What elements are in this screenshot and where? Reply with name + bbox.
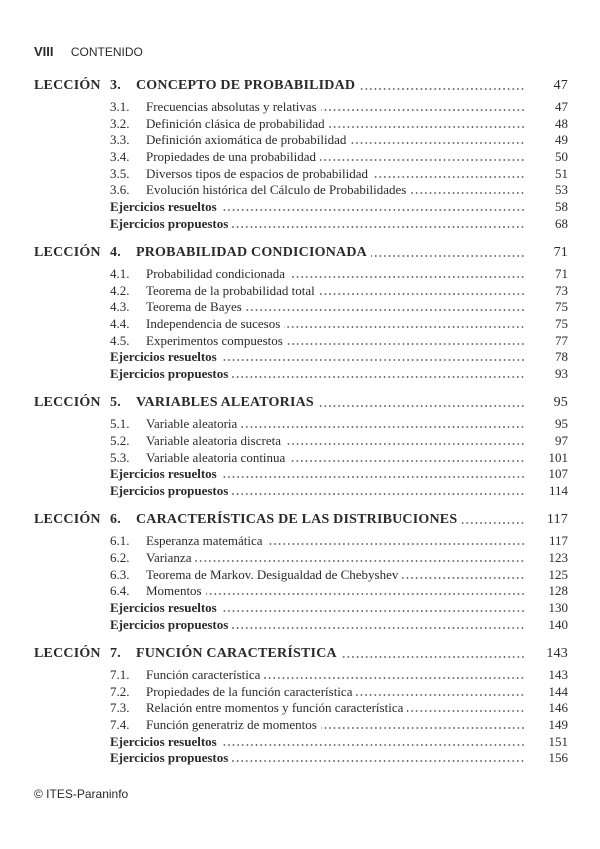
entry-title-container: [110, 617, 525, 633]
entry-number: 4.1.: [110, 266, 130, 281]
leader-line: [136, 646, 525, 662]
entry-title-container: [146, 550, 525, 566]
dot-leader: [356, 694, 525, 696]
entry-title: Diversos tipos de espacios de probabilidad: [146, 166, 372, 182]
page-number-ref: 123: [548, 549, 568, 565]
page-number-ref: 117: [546, 512, 568, 528]
table-of-contents: [0, 78, 600, 780]
entry-title-container: [110, 366, 525, 382]
dot-leader: [232, 376, 525, 378]
page-number-ref: 49: [555, 132, 568, 148]
entry-title-container: [146, 533, 525, 549]
leader-line: [110, 617, 525, 633]
leader-line: [136, 512, 525, 528]
toc-entry[interactable]: [0, 583, 600, 600]
entry-number: 7.4.: [110, 716, 130, 732]
entry-title: Función característica: [146, 667, 264, 683]
dot-leader: [289, 276, 525, 278]
entry-title-container: [146, 433, 525, 449]
exercises-entry[interactable]: [0, 216, 600, 233]
page-number-ref: 143: [546, 645, 568, 661]
entry-title: Ejercicios propuestos: [110, 216, 232, 232]
entry-number: 6.3.: [110, 566, 130, 582]
entry-title-container: [110, 199, 525, 215]
toc-entry[interactable]: [0, 416, 600, 433]
toc-entry[interactable]: [0, 450, 600, 467]
page-number-ref: 51: [555, 165, 568, 181]
entry-title: Probabilidad condicionada: [146, 266, 289, 282]
leader-line: [146, 700, 525, 716]
entry-title: Teorema de Markov. Desigualdad de Chebyshev: [146, 567, 402, 583]
leader-line: [146, 550, 525, 566]
page-number-ref: 95: [553, 395, 568, 411]
page-number-ref: 53: [555, 182, 568, 198]
leader-line: [146, 533, 525, 549]
leader-line: [146, 166, 525, 182]
entry-title: Función generatriz de momentos: [146, 717, 321, 733]
entry-title-container: [146, 700, 525, 716]
dot-leader: [264, 677, 525, 679]
dot-leader: [221, 610, 525, 612]
page-number-ref: 107: [548, 466, 568, 482]
page-number-ref: 128: [548, 583, 568, 599]
leader-line: [110, 750, 525, 766]
lesson-heading[interactable]: [0, 395, 600, 416]
entry-title-container: [146, 717, 525, 733]
entry-title-container: [146, 299, 525, 315]
exercises-entry[interactable]: [0, 750, 600, 767]
toc-entry[interactable]: [0, 132, 600, 149]
leader-line: [110, 216, 525, 232]
entry-number: 3.5.: [110, 165, 130, 181]
page-number-ref: 95: [555, 416, 568, 432]
entry-number: 3.6.: [110, 182, 130, 198]
entry-title: FUNCIÓN CARACTERÍSTICA: [136, 646, 341, 662]
section-title: CONTENIDO: [70, 45, 143, 59]
page-number-ref: 78: [555, 349, 568, 365]
toc-entry[interactable]: [0, 567, 600, 584]
page-number-ref: 73: [555, 282, 568, 298]
entry-number: 5.3.: [110, 449, 130, 465]
page-number-ref: 48: [555, 115, 568, 131]
dot-leader: [371, 255, 525, 257]
dot-leader: [461, 522, 525, 524]
dot-leader: [232, 226, 525, 228]
page-number-ref: 125: [548, 566, 568, 582]
dot-leader: [221, 359, 525, 361]
dot-leader: [319, 293, 525, 295]
entry-title: CONCEPTO DE PROBABILIDAD: [136, 78, 359, 94]
entry-title: Ejercicios resueltos: [110, 466, 221, 482]
dot-leader: [206, 593, 525, 595]
dot-leader: [341, 656, 525, 658]
entry-number: 4.5.: [110, 332, 130, 348]
leader-line: [146, 132, 525, 148]
page-number-ref: 140: [548, 616, 568, 632]
dot-leader: [232, 493, 525, 495]
leader-line: [146, 416, 525, 432]
entry-title-container: [146, 283, 525, 299]
entry-title: Relación entre momentos y función característica: [146, 700, 407, 716]
dot-leader: [318, 405, 525, 407]
entry-title-container: [146, 583, 525, 599]
toc-entry[interactable]: [0, 149, 600, 166]
page-number-ref: 144: [548, 683, 568, 699]
dot-leader: [289, 460, 525, 462]
entry-title: Ejercicios resueltos: [110, 349, 221, 365]
running-header: [34, 44, 143, 59]
entry-title-container: [136, 78, 525, 94]
page-number-ref: 101: [548, 449, 568, 465]
entry-title: Teorema de Bayes: [146, 299, 246, 315]
entry-title: Independencia de sucesos: [146, 316, 284, 332]
leader-line: [146, 450, 525, 466]
entry-number: 6.1.: [110, 533, 130, 549]
page-number-ref: 71: [555, 266, 568, 281]
lesson-heading[interactable]: [0, 78, 600, 99]
entry-title-container: [146, 132, 525, 148]
entry-title-container: [146, 266, 525, 282]
exercises-entry[interactable]: [0, 617, 600, 634]
leader-line: [110, 366, 525, 382]
leader-line: [110, 466, 525, 482]
entry-title-container: [136, 512, 525, 528]
page-number-ref: 68: [555, 215, 568, 231]
dot-leader: [321, 727, 525, 729]
lesson-heading[interactable]: [0, 646, 600, 667]
toc-entry[interactable]: [0, 182, 600, 199]
toc-entry[interactable]: [0, 299, 600, 316]
toc-entry[interactable]: [0, 283, 600, 300]
entry-title: Definición axiomática de probabilidad: [146, 132, 350, 148]
leader-line: [146, 583, 525, 599]
entry-number: 7.3.: [110, 700, 130, 716]
page-number-ref: 130: [548, 600, 568, 615]
entry-title-container: [146, 316, 525, 332]
dot-leader: [402, 577, 525, 579]
toc-entry[interactable]: [0, 533, 600, 550]
exercises-entry[interactable]: [0, 466, 600, 483]
dot-leader: [284, 326, 525, 328]
entry-title: Esperanza matemática: [146, 533, 267, 549]
entry-title-container: [146, 166, 525, 182]
entry-title-container: [110, 466, 525, 482]
leader-line: [110, 483, 525, 499]
leader-line: [146, 283, 525, 299]
leader-line: [110, 349, 525, 365]
entry-title-container: [146, 567, 525, 583]
toc-entry[interactable]: [0, 667, 600, 684]
page-number-ref: 93: [555, 366, 568, 382]
leader-line: [146, 99, 525, 115]
entry-title: Momentos: [146, 583, 206, 599]
entry-title-container: [136, 245, 525, 261]
entry-number: 3.3.: [110, 132, 130, 148]
dot-leader: [241, 426, 525, 428]
leader-line: [110, 600, 525, 616]
toc-entry[interactable]: [0, 116, 600, 133]
lesson-block: [0, 395, 600, 499]
lesson-block: [0, 245, 600, 383]
leader-line: [146, 316, 525, 332]
leader-line: [146, 433, 525, 449]
dot-leader: [329, 126, 525, 128]
entry-title-container: [146, 149, 525, 165]
toc-entry[interactable]: [0, 166, 600, 183]
dot-leader: [285, 443, 525, 445]
page-number-ref: 149: [548, 716, 568, 732]
entry-number: 5.: [110, 395, 121, 411]
lesson-heading[interactable]: [0, 245, 600, 266]
dot-leader: [195, 560, 525, 562]
page-number-ref: 151: [548, 733, 568, 749]
dot-leader: [407, 710, 525, 712]
exercises-entry[interactable]: [0, 199, 600, 216]
exercises-entry[interactable]: [0, 366, 600, 383]
toc-entry[interactable]: [0, 333, 600, 350]
entry-number: 3.1.: [110, 99, 130, 114]
toc-entry[interactable]: [0, 433, 600, 450]
page-number-ref: 75: [555, 299, 568, 315]
entry-title-container: [146, 416, 525, 432]
page-number-ref: 58: [555, 199, 568, 215]
entry-number: 6.4.: [110, 583, 130, 599]
leader-line: [146, 667, 525, 683]
toc-entry[interactable]: [0, 316, 600, 333]
leader-line: [146, 149, 525, 165]
entry-title-container: [146, 667, 525, 683]
toc-entry[interactable]: [0, 550, 600, 567]
dot-leader: [232, 627, 525, 629]
leader-line: [146, 299, 525, 315]
leader-line: [110, 199, 525, 215]
lesson-label: LECCIÓN: [34, 645, 101, 661]
leader-line: [136, 395, 525, 411]
exercises-entry[interactable]: [0, 483, 600, 500]
entry-title-container: [146, 333, 525, 349]
entry-number: 3.4.: [110, 149, 130, 165]
entry-number: 6.2.: [110, 549, 130, 565]
leader-line: [146, 266, 525, 282]
page-number-ref: 75: [555, 316, 568, 332]
dot-leader: [372, 176, 525, 178]
entry-title: CARACTERÍSTICAS DE LAS DISTRIBUCIONES: [136, 512, 461, 528]
dot-leader: [350, 142, 525, 144]
entry-title-container: [146, 684, 525, 700]
entry-title-container: [146, 182, 525, 198]
lesson-block: [0, 512, 600, 633]
lesson-label: LECCIÓN: [34, 245, 101, 260]
dot-leader: [221, 476, 525, 478]
entry-number: 4.: [110, 245, 121, 260]
entry-number: 5.1.: [110, 416, 130, 432]
entry-title: PROBABILIDAD CONDICIONADA: [136, 245, 371, 261]
toc-entry[interactable]: [0, 266, 600, 283]
leader-line: [110, 734, 525, 750]
leader-line: [136, 78, 525, 94]
copyright-footer: © ITES-Paraninfo: [34, 787, 129, 801]
entry-title-container: [146, 116, 525, 132]
toc-entry[interactable]: [0, 700, 600, 717]
page-number: VIII: [34, 44, 54, 59]
dot-leader: [221, 209, 525, 211]
page-number-ref: 117: [548, 533, 568, 549]
leader-line: [136, 245, 525, 261]
page-number-ref: 71: [553, 245, 568, 260]
exercises-entry[interactable]: [0, 349, 600, 366]
toc-entry[interactable]: [0, 684, 600, 701]
entry-title-container: [110, 216, 525, 232]
entry-title: Evolución histórica del Cálculo de Probabilidades: [146, 182, 410, 198]
page-number-ref: 143: [548, 666, 568, 682]
entry-number: 4.4.: [110, 316, 130, 332]
entry-title-container: [110, 734, 525, 750]
leader-line: [146, 567, 525, 583]
entry-title: Ejercicios resueltos: [110, 600, 221, 616]
lesson-label: LECCIÓN: [34, 512, 101, 528]
entry-title-container: [146, 99, 525, 115]
toc-entry[interactable]: [0, 99, 600, 116]
entry-title: Variable aleatoria continua: [146, 450, 289, 466]
entry-number: 6.: [110, 512, 121, 528]
dot-leader: [267, 543, 525, 545]
entry-title: Variable aleatoria discreta: [146, 433, 285, 449]
leader-line: [146, 717, 525, 733]
entry-number: 5.2.: [110, 433, 130, 448]
dot-leader: [410, 192, 525, 194]
page-number-ref: 47: [555, 99, 568, 114]
page-number-ref: 156: [548, 750, 568, 766]
lesson-block: [0, 78, 600, 233]
entry-title-container: [146, 450, 525, 466]
page-number-ref: 97: [555, 433, 568, 448]
entry-title: Propiedades de una probabilidad: [146, 149, 320, 165]
page-number-ref: 77: [555, 332, 568, 348]
exercises-entry[interactable]: [0, 600, 600, 617]
lesson-label: LECCIÓN: [34, 78, 101, 93]
leader-line: [146, 684, 525, 700]
entry-title: Ejercicios resueltos: [110, 734, 221, 750]
page-number-ref: 50: [555, 149, 568, 165]
entry-title: Propiedades de la función característica: [146, 684, 356, 700]
entry-title-container: [110, 750, 525, 766]
dot-leader: [221, 744, 525, 746]
entry-title: Ejercicios propuestos: [110, 617, 232, 633]
entry-title: Ejercicios propuestos: [110, 483, 232, 499]
lesson-label: LECCIÓN: [34, 395, 101, 411]
entry-title: Ejercicios propuestos: [110, 750, 232, 766]
entry-title: Ejercicios propuestos: [110, 366, 232, 382]
page-number-ref: 114: [548, 483, 568, 499]
lesson-block: [0, 646, 600, 767]
dot-leader: [246, 309, 525, 311]
entry-title: VARIABLES ALEATORIAS: [136, 395, 318, 411]
entry-title: Variable aleatoria: [146, 416, 241, 432]
leader-line: [146, 116, 525, 132]
dot-leader: [287, 343, 525, 345]
entry-number: 4.2.: [110, 282, 130, 298]
toc-entry[interactable]: [0, 717, 600, 734]
entry-number: 4.3.: [110, 299, 130, 315]
entry-title: Experimentos compuestos: [146, 333, 287, 349]
entry-title-container: [136, 646, 525, 662]
dot-leader: [359, 88, 525, 90]
entry-number: 7.: [110, 645, 121, 661]
dot-leader: [321, 109, 525, 111]
entry-title: Ejercicios resueltos: [110, 199, 221, 215]
entry-title: Varianza: [146, 550, 195, 566]
page-number-ref: 146: [548, 700, 568, 716]
entry-title-container: [136, 395, 525, 411]
exercises-entry[interactable]: [0, 734, 600, 751]
entry-number: 3.2.: [110, 115, 130, 131]
lesson-heading[interactable]: [0, 512, 600, 533]
entry-title: Frecuencias absolutas y relativas: [146, 99, 321, 115]
entry-title: Teorema de la probabilidad total: [146, 283, 319, 299]
entry-title-container: [110, 483, 525, 499]
entry-title: Definición clásica de probabilidad: [146, 116, 329, 132]
entry-number: 7.1.: [110, 666, 130, 682]
entry-title-container: [110, 349, 525, 365]
dot-leader: [320, 159, 525, 161]
leader-line: [146, 182, 525, 198]
page-number-ref: 47: [553, 78, 568, 93]
leader-line: [146, 333, 525, 349]
entry-number: 3.: [110, 78, 121, 93]
entry-title-container: [110, 600, 525, 616]
entry-number: 7.2.: [110, 683, 130, 699]
dot-leader: [232, 760, 525, 762]
